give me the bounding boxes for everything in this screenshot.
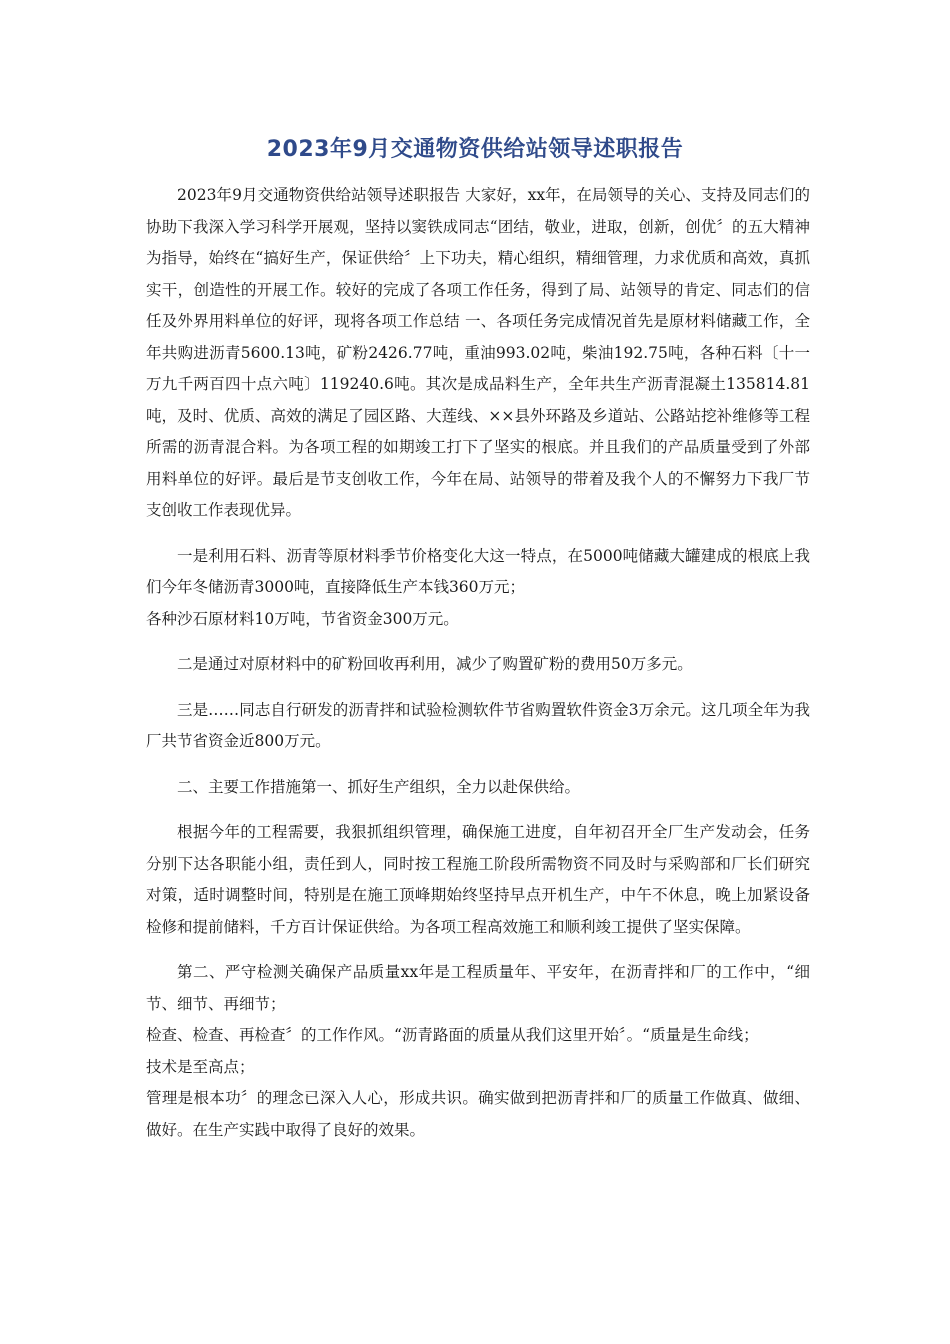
paragraph-item-three: 三是……同志自行研发的沥青拌和试验检测软件节省购置软件资金3万余元。这几项全年为我厂共节省资金近800万元。 [146,700,810,750]
paragraph-production-organization: 根据今年的工程需要，我狠抓组织管理，确保施工进度，自年初召开全厂生产发动会，任务分别下达各职能小组，责任到人，同时按工程施工阶段所需物资不同及时与采购部和厂长们研究对策，适时调整时间，特别是在施工顶峰期始终坚持早点开机生产，中午不休息，晚上加紧设备检修和提前储料，千方百计保证供给。为各项工程高效施工和顺利竣工提供了坚实保障。 [146,823,810,936]
paragraph-quality-control-line-3: 技术是至高点； [146,1057,255,1076]
paragraph-quality-control-line-2: 检查、检查、再检查〞的工作作风。“沥青路面的质量从我们这里开始〞。“质量是生命线； [146,1026,759,1044]
paragraph-quality-control-line-4: 管理是根本功〞的理念已深入人心，形成共识。确实做到把沥青拌和厂的质量工作做真、做细、做好。在生产实践中取得了良好的效果。 [146,1089,810,1139]
paragraph-intro: 2023年9月交通物资供给站领导述职报告 大家好，xx年，在局领导的关心、支持及同志们的协助下我深入学习科学开展观，坚持以窦铁成同志“团结，敬业，进取，创新，创优〞的五大精神为指导，始终在“搞好生产，保证供给〞上下功夫，精心组织，精细管理，力求优质和高效，真抓实干，创造性的开展工作。较好的完成了各项工作任务，得到了局、站领导的肯定、同志们的信任及外界用料单位的好评，现将各项工作总结 一、各项任务完成情况首先是原材料储藏工作，全年共购进沥青5600.13吨，矿粉2426.77吨，重油993.02吨，柴油192.75吨，各种石料〔十一万九千两百四十点六吨〕119240.6吨。其次是成品料生产，全年共生产沥青混凝土135814.81吨，及时、优质、高效的满足了园区路、大莲线、××县外环路及乡道站、公路站挖补维修等工程所需的沥青混合料。为各项工程的如期竣工打下了坚实的根底。并且我们的产品质量受到了外部用料单位的好评。最后是节支创收工作，今年在局、站领导的带着及我个人的不懈努力下我厂节支创收工作表现优异。 [146,186,810,519]
paragraph-item-two: 二是通过对原材料中的矿粉回收再利用，减少了购置矿粉的费用50万多元。 [177,655,693,673]
paragraph-quality-control: 第二、严守检测关确保产品质量xx年是工程质量年、平安年，在沥青拌和厂的工作中，“细节、细节、再细节； [146,963,810,1013]
document-title: 2023年9月交通物资供给站领导述职报告 [266,137,684,162]
paragraph-item-one-continued: 各种沙石原材料10万吨，节省资金300万元。 [146,609,459,628]
paragraph-section-two-heading: 二、主要工作措施第一、抓好生产组织，全力以赴保供给。 [177,777,581,796]
document-body [146,180,810,1160]
paragraph-item-one: 一是利用石料、沥青等原材料季节价格变化大这一特点，在5000吨储藏大罐建成的根底上我们今年冬储沥青3000吨，直接降低生产本钱360万元； [146,546,810,596]
